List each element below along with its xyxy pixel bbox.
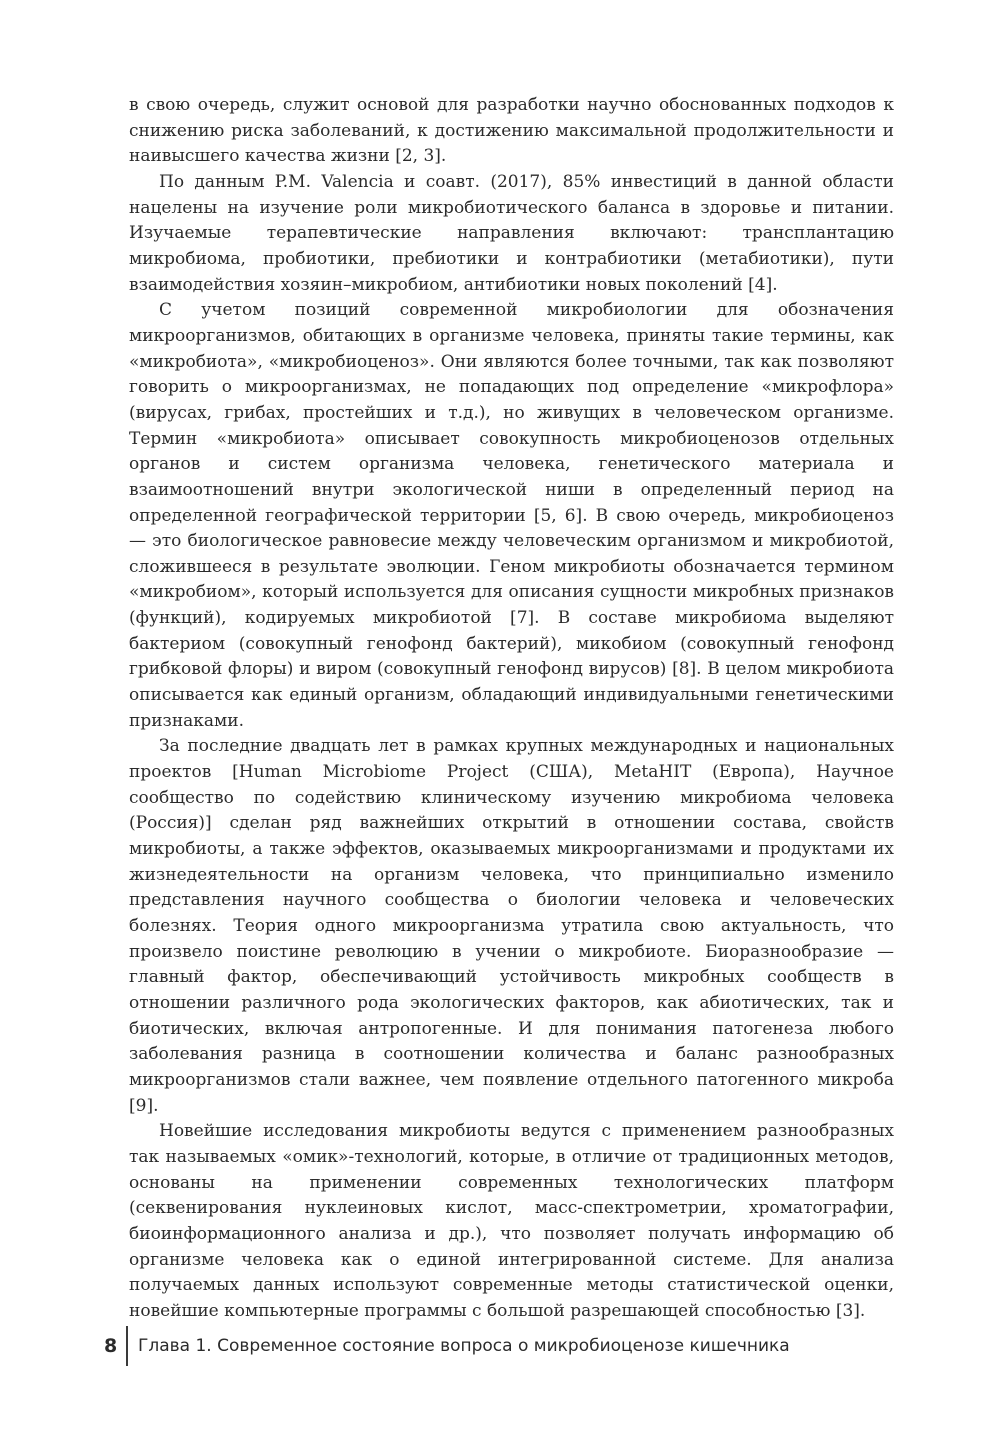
page-number: 8 xyxy=(104,1335,118,1357)
paragraph-3: С учетом позиций современной микробиологии для обозначения микроорганизмов, обитающих в организме человека, приняты такие термины, как «микробиота», «микробиоценоз». Они являются более точными, так как позволяют говорить о микроорганизмах, не попадающих под определение «микрофлора» (вирусах, грибах, простейших и т.д.), но живущих в человеческом организме. Термин «микробиота» описывает совокупность микробиоценозов отдельных органов и систем организма человека, генетического материала и взаимоотношений внутри экологической ниши в определенный период на определенной географической территории [5, 6]. В свою очередь, микробиоценоз — это биологическое равновесие между человеческим организмом и микробиотой, сложившееся в результате эволюции. Геном микробиоты обозначается термином «микробиом», который используется для описания сущности микробных признаков (функций), кодируемых микробиотой [7]. В составе микробиома выделяют бактериом (совокупный генофонд бактерий), микобиом (совокупный генофонд грибковой флоры) и виром (совокупный генофонд вирусов) [8]. В целом микробиота описывается как единый организм, обладающий индивидуальными генетическими признаками. xyxy=(129,300,894,731)
body-text xyxy=(129,93,894,1325)
footer-divider xyxy=(126,1326,128,1366)
paragraph-1: в свою очередь, служит основой для разработки научно обоснованных подходов к снижению риска заболеваний, к достижению максимальной продолжительности и наивысшего качества жизни [2, 3]. xyxy=(129,95,894,167)
paragraph-2: По данным P.M. Valencia и соавт. (2017), 85% инвестиций в данной области нацелены на изучение роли микробиотического баланса в здоровье и питании. Изучаемые терапевтические направления включают: трансплантацию микробиома, пробиотики, пребиотики и контрабиотики (метабиотики), пути взаимодействия хозяин–микробиом, антибиотики новых поколений [4]. xyxy=(129,171,894,295)
paragraph-4: За последние двадцать лет в рамках крупных международных и национальных проектов [Human Microbiome Project (США), MetaHIT (Европа), Научное сообщество по содействию клиническому изучению микробиома человека (Россия)] сделан ряд важнейших открытий в отношении состава, свойств микробиоты, а также эффектов, оказываемых микроорганизмами и продуктами их жизнедеятельности на организм человека, что принципиально изменило представления научного сообщества о биологии человека и человеческих болезнях. Теория одного микроорганизма утратила свою актуальность, что произвело поистине революцию в учении о микробиоте. Биоразнообразие — главный фактор, обеспечивающий устойчивость микробных сообществ в отношении различного рода экологических факторов, как абиотических, так и биотических, включая антропогенные. И для понимания патогенеза любого заболевания разница в соотношении количества и баланс разнообразных микроорганизмов стали важнее, чем появление отдельного патогенного микроба [9]. xyxy=(129,736,894,1116)
running-title: Глава 1. Современное состояние вопроса о микробиоценозе кишечника xyxy=(138,1336,790,1356)
paragraph-5: Новейшие исследования микробиоты ведутся с применением разнообразных так называемых «омик»-технологий, которые, в отличие от традиционных методов, основаны на применении современных технологических платформ (секвенирования нуклеиновых кислот, масс-спектрометрии, хроматографии, биоинформационного анализа и др.), что позволяет получать информацию об организме человека как о единой интегрированной системе. Для анализа получаемых данных используют современные методы статистической оценки, новейшие компьютерные программы с большой разрешающей способностью [3]. xyxy=(129,1121,894,1321)
page-footer xyxy=(104,1326,790,1366)
